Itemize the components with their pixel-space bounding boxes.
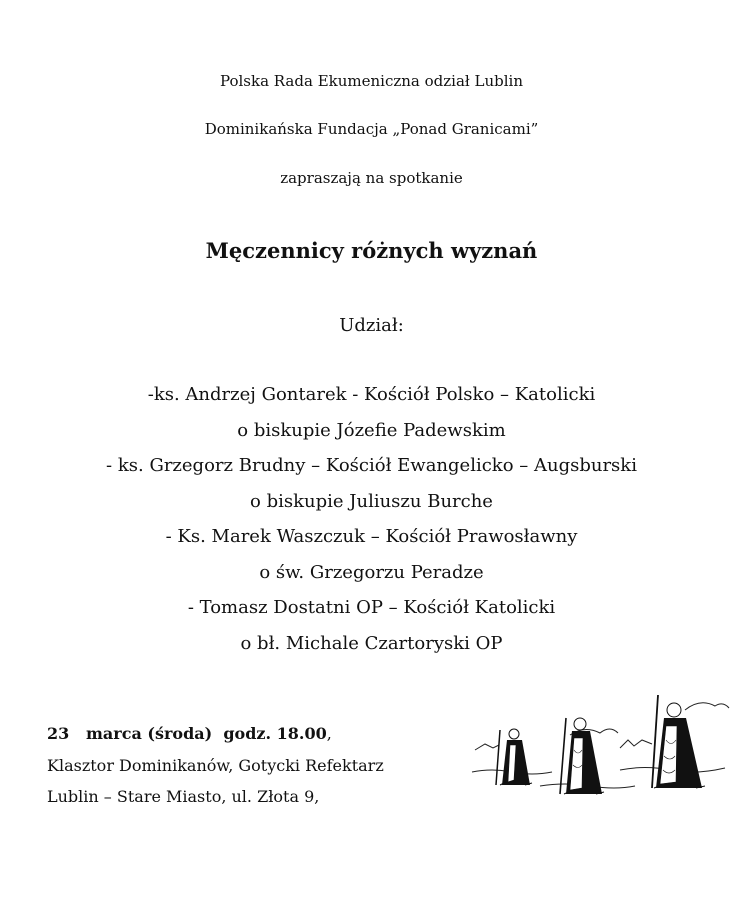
participant-line-3: - Ks. Marek Waszczuk – Kościół Prawosławny (165, 526, 578, 547)
header-invite-text: zapraszają na spotkanie (280, 169, 463, 187)
header-organizer-2: Dominikańska Fundacja „Ponad Granicami” (204, 120, 539, 138)
participant-topic-2: o biskupie Juliuszu Burche (250, 491, 493, 512)
participant-topic-1: o biskupie Józefie Padewskim (237, 420, 506, 441)
participant-line-2: - ks. Grzegorz Brudny – Kościół Ewangelicko – Augsburski (106, 455, 637, 476)
event-place: Klasztor Dominikanów, Gotycki Refektarz (47, 756, 384, 775)
participant-topic-4: o bł. Michale Czartoryski OP (240, 633, 503, 654)
pilgrim-figure-1 (496, 729, 532, 785)
event-date-time (47, 724, 332, 743)
event-address: Lublin – Stare Miasto, ul. Złota 9, (47, 787, 320, 806)
pilgrim-figure-3 (652, 695, 705, 788)
event-title: Męczennicy różnych wyznań (205, 238, 538, 263)
participants-label: Udział: (339, 315, 404, 336)
pilgrims-illustration (470, 690, 732, 800)
participant-line-4: - Tomasz Dostatni OP – Kościół Katolicki (187, 597, 556, 618)
pilgrim-figure-2 (560, 718, 604, 794)
participant-topic-3: o św. Grzegorzu Peradze (259, 562, 484, 583)
header-organizer-1: Polska Rada Ekumeniczna odział Lublin (219, 72, 524, 90)
event-date-time-text: 23 marca (środa) godz. 18.00 (47, 724, 327, 743)
event-date-suffix: , (326, 724, 332, 743)
participant-line-1: -ks. Andrzej Gontarek - Kościół Polsko – Katolicki (147, 384, 596, 405)
